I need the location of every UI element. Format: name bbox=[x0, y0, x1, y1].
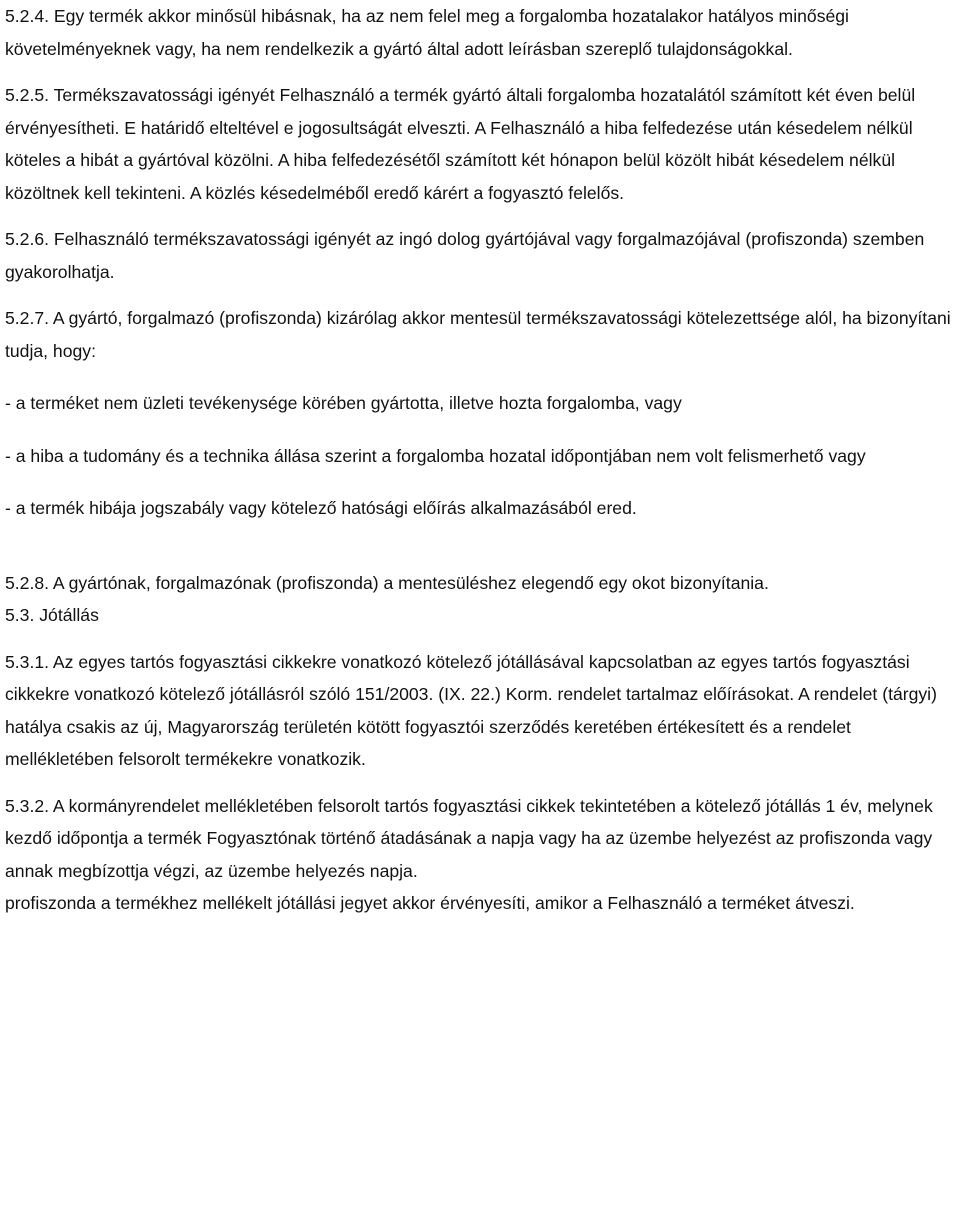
paragraph-profiszonda: profiszonda a termékhez mellékelt jótállási jegyet akkor érvényesíti, amikor a Felhasználó a terméket átveszi. bbox=[5, 893, 855, 913]
document-page bbox=[5, 0, 955, 920]
paragraph-5-2-5: 5.2.5. Termékszavatossági igényét Felhasználó a termék gyártó általi forgalomba hozatalától számított két éven belül érvényesítheti. E határidő elteltével e jogosultságát elveszti. A Felhasználó a hiba felfedezése után késedelem nélkül köteles a hibát a gyártóval közölni. A hiba felfedezésétől számított két hónapon belül közölt hibát késedelem nélkül közöltnek kell tekinteni. A közlés késedelméből eredő kárért a fogyasztó felelős. bbox=[5, 85, 916, 203]
paragraph-5-3-2: 5.3.2. A kormányrendelet mellékletében felsorolt tartós fogyasztási cikkek tekintetében a kötelező jótállás 1 év, melynek kezdő időpontja a termék Fogyasztónak történő átadásának a napja vagy ha az üzembe helyezést az profiszonda vagy annak megbízottja végzi, az üzembe helyezés napja. bbox=[5, 795, 933, 881]
paragraph-5-2-8: 5.2.8. A gyártónak, forgalmazónak (profiszonda) a mentesüléshez elegendő egy okot bizonyítania. bbox=[5, 572, 769, 593]
list-item-1: - a terméket nem üzleti tevékenysége körében gyártotta, illetve hozta forgalomba, vagy bbox=[5, 393, 682, 413]
paragraph-5-3-1: 5.3.1. Az egyes tartós fogyasztási cikkekre vonatkozó kötelező jótállásával kapcsolatban az egyes tartós fogyasztási cikkekre vonatkozó kötelező jótállásról szóló 151/2003. (IX. 22.) Korm. rendelet tartalmaz előírásokat. A rendelet (tárgyi) hatálya csakis az új, Magyarország területén kötött fogyasztói szerződés keretében értékesített és a rendelet mellékletében felsorolt termékekre vonatkozik. bbox=[5, 651, 937, 769]
section-heading-jotallas: 5.3. Jótállás bbox=[5, 605, 99, 625]
paragraph-5-2-4: 5.2.4. Egy termék akkor minősül hibásnak, ha az nem felel meg a forgalomba hozatalakor hatályos minőségi követelményeknek vagy, ha nem rendelkezik a gyártó által adott leírásban szereplő tulajdonságokkal. bbox=[5, 6, 849, 59]
paragraph-5-2-7: 5.2.7. A gyártó, forgalmazó (profiszonda) kizárólag akkor mentesül termékszavatossági kötelezettsége alól, ha bizonyítani tudja, hogy: bbox=[5, 308, 951, 361]
list-item-3: - a termék hibája jogszabály vagy kötelező hatósági előírás alkalmazásából ered. bbox=[5, 498, 637, 518]
paragraph-5-2-6: 5.2.6. Felhasználó termékszavatossági igényét az ingó dolog gyártójával vagy forgalmazójával (profiszonda) szemben gyakorolhatja. bbox=[5, 229, 925, 282]
list-item-2: - a hiba a tudomány és a technika állása szerint a forgalomba hozatal időpontjában nem volt felismerhető vagy bbox=[5, 445, 866, 466]
